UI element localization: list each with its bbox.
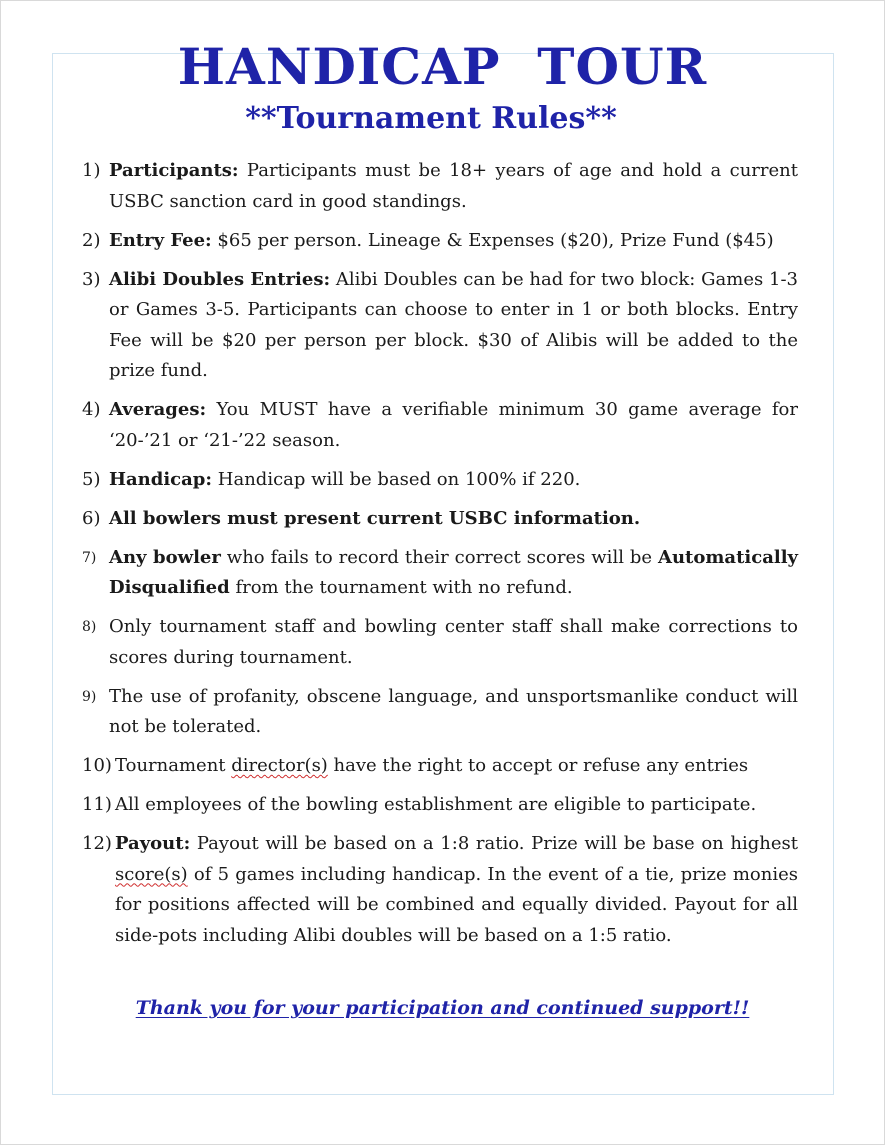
rule-number: 1): [82, 160, 101, 181]
rule-payout: [82, 829, 798, 951]
spellcheck-word: director(s): [231, 755, 328, 776]
rule-text: The use of profanity, obscene language, and unsportsmanlike conduct will not be tolerated.: [109, 685, 798, 737]
rule-entry-fee: [82, 226, 798, 257]
thank-you-footer: [0, 997, 885, 1019]
rule-number: 6): [82, 507, 101, 529]
rule-label-emphasis: Automatically Disqualified: [109, 546, 798, 598]
rule-averages: [82, 395, 798, 456]
rule-number: 9): [82, 688, 97, 705]
rule-participants: [82, 156, 798, 217]
rule-text: $65 per person. Lineage & Expenses ($20), Prize Fund ($45): [211, 229, 774, 251]
rule-text: Alibi Doubles can be had for two block: Games 1-3 or Games 3-5. Participants can choose to enter in 1 or both blocks. Entry Fee will be $20 per person per block. $30 of Alibis will be added to the prize fund.: [109, 268, 798, 381]
rule-text: from the tournament with no refund.: [229, 577, 573, 598]
rule-conduct: [82, 682, 798, 743]
rules-list: [82, 156, 798, 960]
rule-number: 5): [82, 468, 101, 490]
rule-text: who fails to record their correct scores will be: [220, 546, 658, 568]
rule-directors: [82, 751, 798, 782]
rule-number: 4): [82, 399, 101, 420]
rule-text: Handicap will be based on 100% if 220.: [212, 468, 581, 490]
rule-text: Payout will be based on a 1:8 ratio. Prize will be base on highest: [190, 833, 798, 854]
rule-number: 7): [82, 549, 97, 566]
rule-number: 8): [82, 619, 97, 635]
rule-number: 3): [82, 268, 101, 290]
rule-text: have the right to accept or refuse any entries: [327, 755, 749, 776]
rule-text: Only tournament staff and bowling center staff shall make corrections to scores during tournament.: [109, 616, 798, 668]
rule-label: Entry Fee:: [109, 229, 212, 251]
rule-label: Any bowler: [109, 546, 221, 568]
rule-usbc-info: [82, 504, 798, 535]
rule-employees: [82, 790, 798, 821]
rule-corrections: [82, 612, 798, 673]
rule-text: Participants must be 18+ years of age and hold a current USBC sanction card in good standings.: [109, 160, 798, 212]
rule-number: 10): [82, 755, 112, 776]
rule-label: Handicap:: [109, 468, 213, 490]
rule-text: of 5 games including handicap. In the event of a tie, prize monies for positions affected will be combined and equally divided. Payout for all side-pots including Alibi doubles will be based on a 1:5 ratio.: [115, 863, 798, 946]
rule-score-recording: [82, 543, 798, 604]
rule-label: All bowlers must present current USBC information.: [109, 507, 641, 529]
rule-number: 2): [82, 229, 101, 251]
page-title: HANDICAP TOUR: [177, 37, 708, 96]
rule-alibi-doubles: [82, 265, 798, 387]
rule-label: Alibi Doubles Entries:: [109, 268, 331, 290]
page-subtitle: **Tournament Rules**: [245, 101, 617, 136]
rule-text: Tournament: [115, 755, 232, 776]
rule-label: Participants:: [109, 160, 239, 181]
rule-text: All employees of the bowling establishment are eligible to participate.: [115, 794, 757, 815]
rule-number: 12): [82, 833, 112, 854]
rule-handicap: [82, 465, 798, 496]
rule-label: Averages:: [109, 399, 207, 420]
rule-label: Payout:: [115, 833, 191, 854]
rule-number: 11): [82, 794, 112, 815]
rule-text: You MUST have a verifiable minimum 30 game average for ‘20-’21 or ‘21-’22 season.: [109, 399, 798, 451]
spellcheck-word: score(s): [115, 863, 188, 885]
thank-you-text: Thank you for your participation and continued support!!: [135, 997, 750, 1019]
